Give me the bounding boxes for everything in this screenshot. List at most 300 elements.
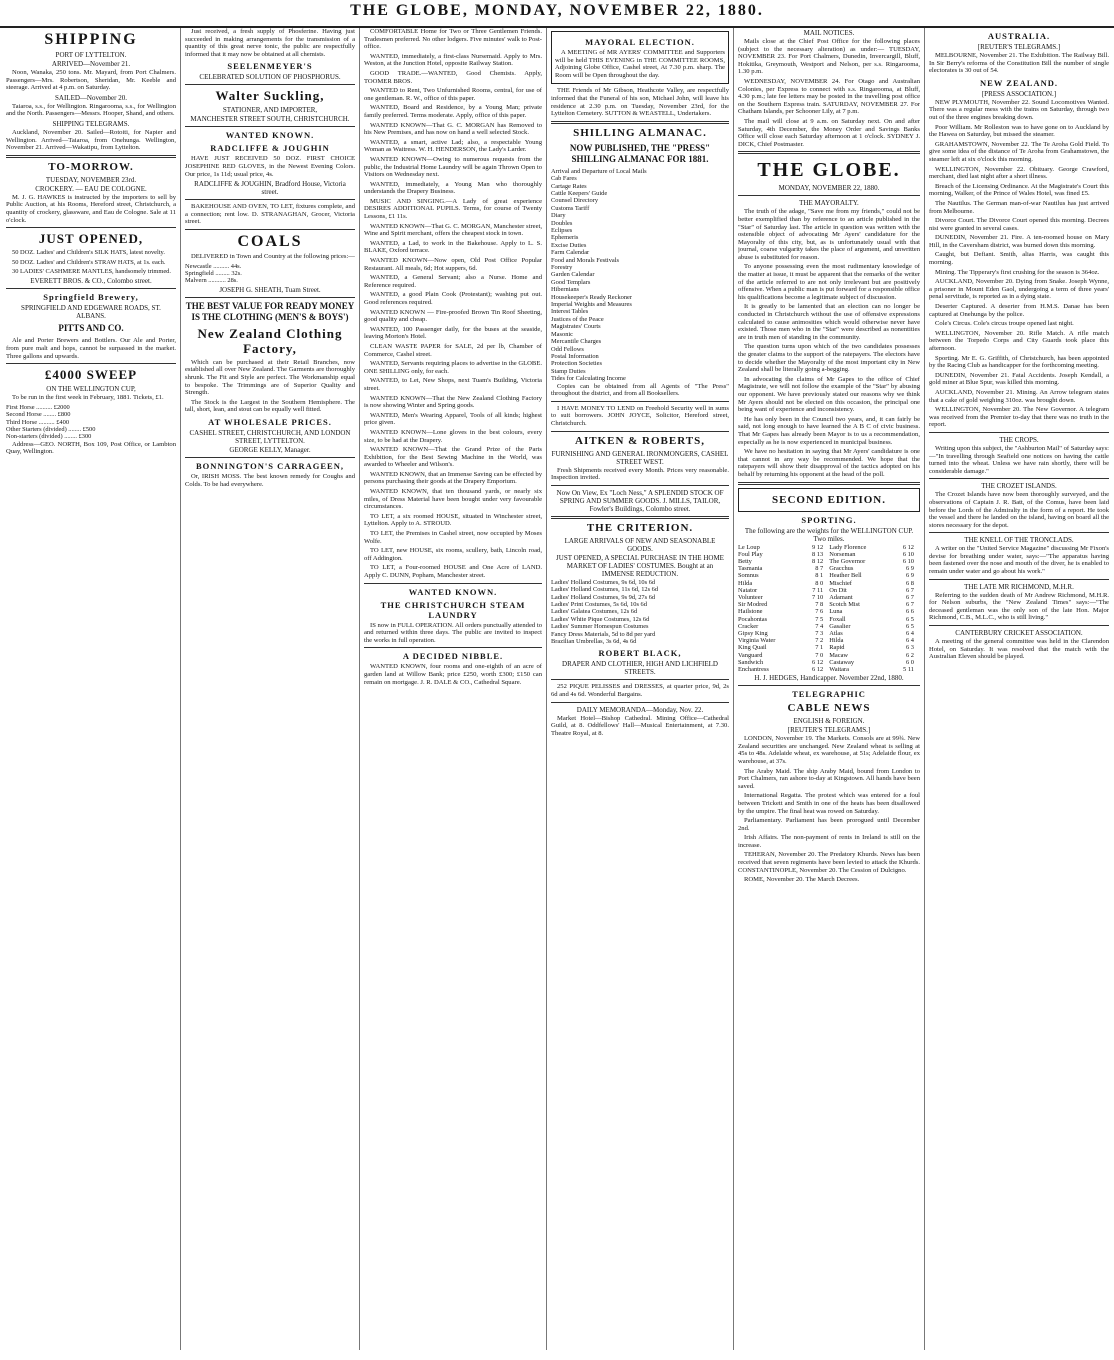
divider xyxy=(185,199,355,200)
knell-heading: THE KNELL OF THE TRONCLADS. xyxy=(964,536,1074,545)
pitts-text: Ale and Porter Brewers and Bottlers. Our Ale and Porter, from pure malt and hops, cannot be surpassed in the market. Three gallons and upwards. xyxy=(6,337,176,360)
horse-weight: 6 5 xyxy=(906,622,914,630)
horse-name: Rapid xyxy=(829,644,845,652)
laundry-text: IS now in FULL OPERATION. All orders punctually attended to and returned within three days. The public are invited to inspect the works in full operation. xyxy=(364,621,542,644)
divider xyxy=(185,84,355,85)
wanted-item: WANTED KNOWN—That G. C. MORGAN has Removed to his New Premises, and has now on hand a well selected Stock. xyxy=(364,121,542,137)
globe-date: MONDAY, NOVEMBER 22, 1880. xyxy=(778,184,880,193)
horse-weight: 6 12 xyxy=(902,543,914,551)
cable-item: Parliamentary. Parliament has been prorogued until December 2nd. xyxy=(738,817,920,832)
nibble-text: WANTED KNOWN, four rooms and one-eighth of an acre of garden land at Willow Bank; price £250, worth £300; £150 can remain on mortgage. J. R. DALE & CO., Cathedral Square. xyxy=(364,663,542,686)
almanac-item: Excise Duties xyxy=(551,241,587,249)
wanted-item: WANTED to Rent, Two Unfurnished Rooms, central, for use of one gentleman. R. W., office of this paper. xyxy=(364,87,542,102)
horse-weight: 8 7 xyxy=(815,565,824,573)
divider xyxy=(6,288,176,289)
horse-name: Castaway xyxy=(829,658,855,666)
nz-item: WELLINGTON, November 22. Obituary. George Crawford, merchant, died last night after a short illness. xyxy=(929,165,1109,181)
suckling-sub: STATIONER, AND IMPORTER, xyxy=(222,106,318,115)
wanted-item: WANTED KNOWN—That the Grand Prize of the Paris Exhibition, for the Best Sewing Machine in the World, was awarded to Wheeler and Wilson's. xyxy=(364,446,542,469)
nz-heading: NEW ZEALAND. xyxy=(980,77,1058,88)
horse-name: Volunteer xyxy=(738,593,763,601)
memoranda-text: Market Hotel—Bishop Cathedral. Mining Office—Cathedral Guild, at 8. Oddfellows' Hall—Musical Entertainment, at 7.30. Theatre Royal, at 8. xyxy=(551,714,729,737)
horse-name: Atlas xyxy=(829,629,843,637)
editorial-paragraph: The question turns upon which of the two candidates possesses the greater claims to the support of the ratepayers. The electors have to decide whether the Mayoralty of the most important city in New Zealand shall be literally going a-begging. xyxy=(738,343,920,374)
horse-weight: 6 6 xyxy=(906,608,914,616)
horse-name: Somnus xyxy=(738,572,759,580)
tomorrow-heading: TO-MORROW. xyxy=(48,160,134,173)
second-edition-box xyxy=(738,488,920,512)
weights-signed: H. J. HEDGES, Handicapper. November 22nd, 1880. xyxy=(754,674,904,683)
divider xyxy=(551,702,729,703)
weights-row xyxy=(738,637,920,644)
savings-text: The mail will close at 9 a.m. on Saturday next. On and after Saturday, 4th December, the Money Order and Savings Banks Office will close each Saturday afternoon at 1 o'clock. SYDNEY J. DICK, Chief Postmaster. xyxy=(738,117,920,148)
horse-weight: 6 5 xyxy=(906,615,914,623)
nz-source: [PRESS ASSOCIATION.] xyxy=(981,89,1057,98)
horse-weight: 6 3 xyxy=(906,644,914,652)
nz-item: AUCKLAND, November 20. Dying from Snake. Joseph Wynne, a prisoner in Mount Eden Gaol, undergoing a term of three years' penal servitude, is reported as in a dying state. xyxy=(929,278,1109,301)
almanac-item: Interest Tables xyxy=(551,308,589,316)
weights-row xyxy=(738,587,920,594)
horse-name: Hilda xyxy=(738,579,753,587)
horse-name: Le Loup xyxy=(738,543,760,551)
coals-price: Springfield ......... 32s. xyxy=(185,269,242,277)
wanted-item: WANTED KNOWN—That the New Zealand Clothing Factory is now showing Winter and Spring goods. xyxy=(364,394,542,410)
almanac-item: Hibernians xyxy=(551,286,580,294)
column-rule xyxy=(180,28,181,1350)
wanted-item: WANTED, to Let, New Shops, next Tuam's Building, Victoria street. xyxy=(364,377,542,392)
almanac-item: Imperial Weights and Measures xyxy=(551,301,632,309)
masthead-title: THE GLOBE, MONDAY, NOVEMBER 22, 1880. xyxy=(350,2,764,19)
divider xyxy=(738,685,920,686)
almanac-heading: SHILLING ALMANAC. xyxy=(573,126,707,139)
phosphorus-text: Just received, a fresh supply of Phosferine. Having just succeeded in making arrangements for the transmission of a quantity of this great nerve tonic, the public are respectfully informed that it may now be obtained at all chemists. xyxy=(185,28,355,58)
weights-row xyxy=(738,659,920,666)
criterion-item: Ladies' Galatea Costumes, 12s 6d xyxy=(551,608,638,616)
wanted-item: WANTED, a smart, active Lad; also, a respectable Young Woman as Waitress. W. H. HENDERSON, the Lady's Larder. xyxy=(364,138,542,154)
criterion-item: Fancy Dress Materials, 5d to 8d per yard xyxy=(551,630,656,638)
horse-name: The Governor xyxy=(829,557,866,565)
wanted-item: WANTED, Servants requiring places to advertise in the GLOBE. ONE SHILLING only, for each. xyxy=(364,360,542,375)
horse-weight: 6 0 xyxy=(906,658,914,666)
wanted-item: GOOD TRADE.—WANTED, Good Chemists. Apply, TOOMER BROS. xyxy=(364,69,542,85)
weights-row xyxy=(738,572,920,579)
horse-name: Gipsy King xyxy=(738,629,768,637)
sweep-sub: ON THE WELLINGTON CUP, xyxy=(46,385,136,394)
divider xyxy=(738,195,920,196)
editorial-paragraph: It is greatly to be lamented that an election can no longer be conducted in Christchurch without the use of offensive expressions calculated to cause animosities which would otherwise never have existed. Those men who in the "Star" were described as nonentities are in truth men of standing in the community. xyxy=(738,303,920,341)
horse-weight: 6 8 xyxy=(906,579,914,587)
cable-news-heading: CABLE NEWS xyxy=(787,702,871,715)
robert-black-sub: DRAPER AND CLOTHIER, HIGH AND LICHFIELD STREETS. xyxy=(562,660,718,677)
mayoral-text: A MEETING of MR AYERS' COMMITTEE and Supporters will be held THIS EVENING in THE COMMITTEE ROOMS, Adjoining Globe Office, Cashel street, At 7.30 p.m. sharp. The Room will be Open throughout the day. xyxy=(555,49,725,79)
divider xyxy=(929,478,1109,479)
opened-item: 50 DOZ. Ladies' and Children's SILK HATS, latest novelty. xyxy=(12,249,165,257)
radcliffe-text: HAVE JUST RECEIVED 50 DOZ. FIRST CHOICE JOSEPHINE RED GLOVES, in the Newest Evening Colors. Our price, 1s 11d; usual price, 4s. xyxy=(185,155,355,178)
wanted-item: WANTED, Men's Wearing Apparel, Tools of all kinds; highest price given. xyxy=(364,411,542,427)
wanted-item: CLEAN WASTE PAPER for SALE, 2d per lb, Chamber of Commerce, Cashel street. xyxy=(364,342,542,358)
nz-item: WELLINGTON, November 20. The New Governor. A telegram was received from the Premier to-day that there was no truth in the report. xyxy=(929,406,1109,429)
mail-text: Mails close at the Chief Post Office for the following places (subject to the necessary alteration) as under:— TUESDAY, NOVEMBER 23. For Port Chalmers, Dunedin, Invercargill, Bluff, Hokitika, Greymouth, Westport and Nelson, per s.s. Ringarooma, 1.30 p.m. xyxy=(738,38,920,76)
divider xyxy=(6,155,176,158)
divider xyxy=(929,532,1109,533)
phosphorus-sub: CELEBRATED SOLUTION OF PHOSPHORUS. xyxy=(199,73,341,82)
horse-weight: 9 12 xyxy=(812,543,824,551)
horse-name: Foul Play xyxy=(738,550,763,558)
opened-firm: EVERETT BROS. & CO., Colombo street. xyxy=(30,277,152,286)
sweep-text: To be run in the first week in February, 1881. Tickets, £1. xyxy=(12,394,164,402)
masthead xyxy=(0,0,1114,28)
divider xyxy=(929,432,1109,433)
sweep-prize: First Horse .......... £2000 xyxy=(6,403,70,411)
opened-item: 50 DOZ. Ladies' and Children's STRAW HATS, at 1s. each. xyxy=(12,258,166,266)
horse-weight: 6 10 xyxy=(902,550,914,558)
just-opened-heading: JUST OPENED, xyxy=(38,231,144,247)
almanac-item: Diary xyxy=(551,212,566,220)
almanac-item: Doubles xyxy=(551,219,573,227)
australia-source: [REUTER'S TELEGRAMS.] xyxy=(977,43,1061,51)
weights-row xyxy=(738,551,920,558)
horse-name: Waitara xyxy=(829,665,849,673)
column-rule xyxy=(733,28,734,1350)
horse-weight: 7 4 xyxy=(815,622,824,630)
almanac-item: Ephemeris xyxy=(551,234,579,242)
column-4 xyxy=(551,28,729,1350)
cable-item: LONDON, November 19. The Markets. Consols are at 99¾. New Zealand securities are unchanged. New Zealand wheat is selling at 45s to 48s. Adelaide wheat, ex warehouse, at 51s; Adelaide flour, ex warehouse, at 37s. xyxy=(738,735,920,765)
weights-row xyxy=(738,644,920,651)
bonnington-heading: BONNINGTON'S CARRAGEEN, xyxy=(195,460,344,471)
horse-name: Luna xyxy=(829,608,843,616)
weights-row xyxy=(738,666,920,673)
divider xyxy=(185,229,355,230)
horse-weight: 6 7 xyxy=(906,601,914,609)
almanac-item: Protection Societies xyxy=(551,360,602,368)
horse-name: Lady Florence xyxy=(829,543,867,551)
horse-name: Scotch Mist xyxy=(829,601,860,609)
aitken-sub: FURNISHING AND GENERAL IRONMONGERS, CASHEL STREET WEST. xyxy=(551,449,729,466)
almanac-item: Postal Information xyxy=(551,352,599,360)
horse-name: Betty xyxy=(738,557,752,565)
weights-row xyxy=(738,565,920,572)
wanted-item: MUSIC AND SINGING.—A Lady of great experience DESIRES ADDITIONAL PUPILS. Terms, for course of Twenty Lessons, £1 11s. xyxy=(364,197,542,221)
editorial-paragraph: He has only been in the Council two years, and, it can fairly be said, not long enough to have learned the A B C of civic business. That Mr Gapes has already been Mayor is to us a recommendation, especially as he is now experienced in municipal business. xyxy=(738,415,920,446)
almanac-item: Housekeeper's Ready Reckoner xyxy=(551,293,633,301)
divider xyxy=(929,625,1109,626)
clothing-manager: GEORGE KELLY, Manager. xyxy=(229,445,311,454)
sweep-prize: Third Horse .......... £400 xyxy=(6,418,70,426)
weights-table xyxy=(738,544,920,674)
criterion-sub: LARGE ARRIVALS OF NEW AND SEASONABLE GOODS. xyxy=(564,536,716,553)
horse-weight: 6 4 xyxy=(906,629,914,637)
suckling-address: MANCHESTER STREET SOUTH, CHRISTCHURCH. xyxy=(190,115,350,124)
cable-item: TEHERAN, November 20. The Predatory Khurds. News has been received that seven regiments have been levied to attack the Khurds. CONSTANTINOPLE, November 20. The Cession of Dulcigno. xyxy=(738,851,920,874)
horse-name: Vanguard xyxy=(738,651,763,659)
arrived-heading: ARRIVED—November 21. xyxy=(51,60,131,68)
horse-name: Gasalier xyxy=(829,622,851,630)
horse-weight: 8 13 xyxy=(812,550,824,558)
brewery-sub: SPRINGFIELD AND EDGEWARE ROADS, ST. ALBANS. xyxy=(21,304,161,321)
canterbury-heading: CANTERBURY CRICKET ASSOCIATION. xyxy=(955,629,1083,638)
horse-name: Hilda xyxy=(829,637,844,645)
cable-sub: ENGLISH & FOREIGN. xyxy=(793,717,865,726)
mayoral-election-ad xyxy=(551,31,729,84)
almanac-item: Mercantile Charges xyxy=(551,338,602,346)
opened-item: 30 LADIES' CASHMERE MANTLES, handsomely trimmed. xyxy=(12,267,171,275)
criterion-heading: THE CRITERION. xyxy=(586,521,694,534)
divider xyxy=(185,297,355,298)
wanted-item: WANTED KNOWN—Now open, Old Post Office Popular Restaurant. All meals, 6d; Hot suppers, 6d. xyxy=(364,257,542,272)
wanted-list xyxy=(364,28,542,580)
sweep-prize: Second Horse ........ £800 xyxy=(6,411,71,419)
robert-black-heading: ROBERT BLACK, xyxy=(598,648,682,659)
sweep-prize: Other Starters (divided) ........ £500 xyxy=(6,425,96,433)
horse-name: Tasmania xyxy=(738,565,763,573)
column-1 xyxy=(6,28,176,1350)
telegraphic-heading: TELEGRAPHIC xyxy=(792,689,866,700)
shipping-telegrams-text: Auckland, November 20. Sailed—Rotoiti, for Napier and Wellington. Arrived—Taiaroa, from Onehunga. Wellington, November 21. Arrived—Wakatipu, from Lyttelton. xyxy=(6,128,176,152)
almanac-item: Masonic xyxy=(551,330,574,338)
sporting-sub: The following are the weights for the WELLINGTON CUP. Two miles. xyxy=(744,526,914,543)
wanted-item: WANTED KNOWN, that ten thousand yards, or nearly six miles, of Dress Material have been bought under very favourable circumstances. xyxy=(364,488,542,511)
phosphorus-heading: SEELENMEYER'S xyxy=(227,61,313,72)
mail-heading: MAIL NOTICES. xyxy=(803,29,855,37)
horse-weight: 6 12 xyxy=(812,658,824,666)
shipping-telegrams-heading: SHIPPING TELEGRAMS. xyxy=(52,119,130,128)
sailed-heading: SAILED—November 20. xyxy=(55,93,127,102)
wanted-item: TO LET, a six roomed HOUSE, situated in Winchester street, Lyttelton. Apply to A. STROUD. xyxy=(364,512,542,528)
weights-row xyxy=(738,594,920,601)
weights-row xyxy=(738,630,920,637)
australia-heading: AUSTRALIA. xyxy=(987,31,1051,41)
wanted-item: WANTED, a Lad, to work in the Bakehouse. Apply to L. S. BLAKE, Oxford terrace. xyxy=(364,239,542,255)
horse-name: Virginia Water xyxy=(738,637,776,645)
horse-name: Norseman xyxy=(829,550,856,558)
wanted-item: WANTED KNOWN, that an Immense Saving can be effected by persons purchasing their goods at the Drapery Emporium. xyxy=(364,470,542,486)
nz-item: Divorce Court. The Divorce Court opened this morning. Decrees nisi were granted in several cases. xyxy=(929,217,1109,232)
horse-name: Gracchus xyxy=(829,565,854,573)
wanted-item: TO LET, a Four-roomed HOUSE and One Acre of LAND. Apply C. DUNN, Popham, Manchester street. xyxy=(364,564,542,579)
nz-item: Cole's Circus. Cole's circus troupe opened last night. xyxy=(935,320,1074,328)
editorial-paragraph: To anyone possessing even the most rudimentary knowledge of the matter at issue, it must be apparent that the remarks of the writer of the article referred to are not only irrelevant but are positively offensive. When a public man is put forward for a responsible office his qualifications become a legitimate subject of discussion. xyxy=(738,263,920,301)
horse-name: Enchantress xyxy=(738,665,769,673)
tomorrow-date: TUESDAY, NOVEMBER 23rd. xyxy=(45,175,137,184)
wanted-item: WANTED, Board and Residence, by a Young Man; private family preferred. Terms moderate. Apply, office of this paper. xyxy=(364,104,542,119)
divider xyxy=(364,647,542,648)
wanted-item: WANTED, a good Plain Cook (Protestant); washing put out. Good references required. xyxy=(364,291,542,306)
weights-row xyxy=(738,608,920,615)
editorial-heading: THE MAYORALTY. xyxy=(799,199,859,208)
horse-weight: 7 3 xyxy=(815,629,824,637)
canterbury-text: A meeting of the general committee was held in the Clarendon Hotel, on Saturday. It was resolved that the match with the Australian Eleven should be played. xyxy=(929,638,1109,661)
column-2 xyxy=(185,28,355,1350)
australia-text: MELBOURNE, November 21. The Exhibition. The Railway Bill. In Sir Berry's reforms of the Constitution Bill the number of single electorates is 30 out of 54. xyxy=(929,52,1109,75)
almanac-item: Magistrates' Courts xyxy=(551,323,601,331)
coals-price: Newcastle .......... 44s. xyxy=(185,262,242,270)
horse-name: Heather Bell xyxy=(829,572,862,580)
almanac-item: Forestry xyxy=(551,264,573,272)
almanac-item: Food and Morals Festivals xyxy=(551,256,619,264)
nz-item: Deserter Captured. A deserter from H.M.S. Danae has been captured at Onehunga by the police. xyxy=(929,303,1109,318)
horse-name: Macaw xyxy=(829,651,849,659)
wanted-known-heading: WANTED KNOWN. xyxy=(225,130,315,141)
horse-weight: 7 5 xyxy=(815,615,824,623)
criterion-list xyxy=(551,579,729,646)
arrived-text: Noon, Wanaka, 250 tons. Mr. Mayard, from Port Chalmers. Passengers—Mrs. Robertson, Sheridan, Mr. Keeble and steerage. Arrived at 4 p.m. on Saturday. xyxy=(6,69,176,92)
column-rule xyxy=(359,28,360,1350)
horse-weight: 7 8 xyxy=(815,601,824,609)
column-6 xyxy=(929,28,1109,1350)
suckling-heading: Walter Suckling, xyxy=(215,88,325,104)
horse-name: Mischief xyxy=(829,579,852,587)
shipping-heading: SHIPPING xyxy=(44,31,138,48)
horse-weight: 6 2 xyxy=(906,651,914,659)
second-edition-heading: SECOND EDITION. xyxy=(771,493,887,506)
sweep-heading: £4000 SWEEP xyxy=(44,367,138,383)
criterion-item: Ladies' White Pique Costumes, 12s 6d xyxy=(551,615,650,623)
cable-source: [REUTER'S TELEGRAMS.] xyxy=(787,726,871,735)
column-3 xyxy=(364,28,542,1350)
richmond-text: Referring to the sudden death of Mr Andrew Richmond, M.H.R. for Nelson suburbs, the "New Zealand Times" says:—"The deceased gentleman was the only son of the late Hon. Major Richmond, C.B., M.L.C., who is still living." xyxy=(929,591,1109,622)
sweep-prize: Non-starters (divided) ........ £300 xyxy=(6,433,92,441)
almanac-item: Farm Calendar xyxy=(551,249,590,257)
horse-name: Natator xyxy=(738,586,758,594)
money-to-lend: I HAVE MONEY TO LEND on Freehold Security well in sums to suit borrowers. JOHN JOYCE, Solicitor, Hereford street, Christchurch. xyxy=(551,404,729,427)
almanac-item: Garden Calendar xyxy=(551,271,595,279)
radcliffe-firm: RADCLIFFE & JOUGHIN, Bradford House, Victoria street. xyxy=(194,180,346,197)
nz-item: WELLINGTON, November 20. Rifle Match. A rifle match between the Torpedo Corps and City Guards took place this afternoon. xyxy=(929,329,1109,352)
divider xyxy=(551,485,729,486)
weights-row xyxy=(738,623,920,630)
laundry-heading: THE CHRISTCHURCH STEAM LAUNDRY xyxy=(380,599,526,620)
coals-firm: JOSEPH G. SHEATH, Tuam Street. xyxy=(219,285,321,294)
crozet-text: The Crozet Islands have now been thoroughly surveyed, and the observations of Captain J. R. Batt, of the Comus, have been laid before the Lords of the Admiralty in the form of a report. He took the vessel and there he landed on the island, having on board all the stores necessary for the depot. xyxy=(929,491,1109,529)
aitken-heading: AITKEN & ROBERTS, xyxy=(575,434,705,447)
aitken-text: Fresh Shipments received every Month. Prices very reasonable. Inspection invited. xyxy=(551,466,729,482)
divider xyxy=(551,516,729,519)
divider xyxy=(364,583,542,584)
wanted-item: WANTED KNOWN—Lone gloves in the best colours, every size, to be had at the Drapery. xyxy=(364,428,542,444)
port-heading: PORT OF LYTTELTON. xyxy=(55,51,127,59)
tomorrow-text: M. J. G. HAWKES is instructed by the importers to sell by Public Auction, at his Rooms, Hereford street, Christchurch, a quantity of crockery, glassware, and Eau de Cologne. Sale at 11 o'clock. xyxy=(6,193,176,224)
divider xyxy=(929,579,1109,580)
nz-item: The Nautilus. The German man-of-war Nautilus has just arrived from Melbourne. xyxy=(929,199,1109,215)
nz-item: DUNEDIN, November 21. Fire. A ten-roomed house on Mary Hill, in the Caversham district, was burned down this morning. xyxy=(929,234,1109,249)
pitts-heading: PITTS AND CO. xyxy=(58,323,124,334)
divider xyxy=(6,227,176,228)
nz-item: GRAHAMSTOWN, November 22. The Te Aroha Gold Field. To give some idea of the distance of Te Aroha from Grahamstown, the steamer left at six o'clock this morning. xyxy=(929,140,1109,163)
criterion-text: JUST OPENED, A SPECIAL PURCHASE IN THE HOME MARKET OF LADIES' COSTUMES. Bought at an IMMENSE REDUCTION. xyxy=(556,553,724,578)
criterion-item: Ladies' Holland Costumes, 9s 6d, 10s 6d xyxy=(551,578,656,586)
divider xyxy=(551,679,729,680)
almanac-sub: NOW PUBLISHED, THE "PRESS" SHILLING ALMANAC FOR 1881. xyxy=(569,142,711,164)
divider xyxy=(551,121,729,124)
weights-row xyxy=(738,616,920,623)
mills-text: Now On View, Ex "Loch Ness," A SPLENDID STOCK OF SPRING AND SUMMER GOODS. J. MILLS, TAILOR, Fowler's Buildings, Colombo street. xyxy=(556,488,724,513)
horse-weight: 5 11 xyxy=(903,665,914,673)
almanac-copies: Copies can be obtained from all Agents of "The Press" throughout the district, and from all Booksellers. xyxy=(551,382,729,398)
bakehouse-text: BAKEHOUSE AND OVEN, TO LET, fixtures complete, and a connection; rent low. D. STRANAGHAN, Grocer, Victoria street. xyxy=(185,203,355,226)
cable-item: International Regatta. The protest which was entered for a foul between Trickett and Smith in one of the heats has been disallowed by the umpire. The final heat was rowed on Saturday. xyxy=(738,792,920,815)
divider xyxy=(738,151,920,154)
nz-item: Sporting. Mr E. G. Griffith, of Christchurch, has been appointed by the Racing Club as handicapper for the forthcoming meeting. xyxy=(929,354,1109,370)
horse-name: Sir Modred xyxy=(738,601,768,609)
horse-weight: 6 7 xyxy=(906,593,914,601)
almanac-item: Stamp Duties xyxy=(551,367,586,375)
richmond-heading: THE LATE MR RICHMOND, M.H.R. xyxy=(964,582,1074,591)
nibble-heading: A DECIDED NIBBLE. xyxy=(402,651,504,662)
mayoral-heading: MAYORAL ELECTION. xyxy=(585,37,695,47)
sweep-address: Address—GEO. NORTH, Box 109, Post Office, or Lambton Quay, Wellington. xyxy=(6,440,176,456)
globe-title: THE GLOBE. xyxy=(757,159,901,182)
crops-text: Writing upon this subject, the "Ashburton Mail" of Saturday says:—"In travelling through Seafield one notices on having the cattle turned into the wheat. Unless we have rain shortly, there will be considerable damage." xyxy=(929,444,1109,475)
horse-weight: 6 7 xyxy=(906,586,914,594)
cable-item: ROME, November 20. The March Decrees. xyxy=(744,876,860,884)
horse-weight: 6 9 xyxy=(906,565,914,573)
editorial-paragraph: In advocating the claims of Mr Gapes to the office of Chief Magistrate, we will not follow the example of the "Star" by abusing our opponent. We have previously stated our reasons why we think Mr Ayers should not be elected on this occasion, the principal one being want of experience and inconsistency. xyxy=(738,375,920,414)
horse-name: On Dit xyxy=(829,586,847,594)
nz-item: Caught, but Defiant. Smith, alias Harris, was caught this morning. xyxy=(929,251,1109,267)
divider xyxy=(738,482,920,485)
column-5 xyxy=(738,28,920,1350)
divider xyxy=(551,431,729,432)
almanac-item: Odd Fellows xyxy=(551,345,584,353)
wanted-known-heading: WANTED KNOWN. xyxy=(408,586,498,597)
brewery-heading: Springfield Brewery, xyxy=(43,292,139,303)
wholesale-heading: AT WHOLESALE PRICES. xyxy=(208,416,332,427)
best-value-heading: THE BEST VALUE FOR READY MONEY IS THE CLOTHING (MEN'S & BOYS') xyxy=(185,300,355,322)
horse-name: King Quail xyxy=(738,644,767,652)
wanted-item: WANTED, immediately, a first-class Nursemaid. Apply to Mrs. Weston, at the Junction Hotel, opposite Railway Station. xyxy=(364,52,542,68)
coals-price: Malvern ........... 28s. xyxy=(185,277,238,285)
weights-row xyxy=(738,601,920,608)
column-rule xyxy=(924,28,925,1350)
funeral-text: THE Friends of Mr Gibson, Heathcote Valley, are respectfully informed that the Funeral of his son, Michael John, will leave his residence at 2.30 p.m. on Tuesday, November 23rd, for the Lyttelton Cemetery. SUTTON & WEASTELL, Undertakers. xyxy=(551,87,729,118)
editorial-paragraph: The truth of the adage, "Save me from my friends," could not be better exemplified than by reference to an article published in the "Star" of Saturday last. The article in question was written with the ostensible object of advocating Mr Ayers' candidature for the Mayoralty of this city, but, as is unfortunately usual with that journal, coarse vulgarity takes the place of argument, and unwritten abuse is substituted for reason. xyxy=(738,208,920,261)
horse-weight: 6 9 xyxy=(906,572,914,580)
pique-text: 252 PIQUE PELISSES and DRESSES, at quarter price, 9d, 2s 6d and 4s 6d. Wonderful Bargains. xyxy=(551,683,729,698)
coals-heading: COALS xyxy=(237,232,303,250)
memoranda-heading: DAILY MEMORANDA—Monday, Nov. 22. xyxy=(576,705,704,714)
wanted-item: WANTED KNOWN—That G. C. MORGAN, Manchester street, Wine and Spirit merchant, offers the cheapest stock in town. xyxy=(364,222,542,238)
sailed-text: Taiaroa, s.s., for Wellington. Ringarooma, s.s., for Wellington and the North. Passengers—Messrs. Hooper, Shand, and others. xyxy=(6,102,176,118)
divider xyxy=(185,126,355,127)
editorial-paragraph: We have no hesitation in saying that Mr Ayers' candidature is one that cannot in any way be recommended. We hope that the ratepayers will show their disapproval of the tactics adopted on his behalf by returning his opponent at the head of the poll. xyxy=(738,448,920,478)
horse-name: Foxall xyxy=(829,615,846,623)
sporting-heading: SPORTING. xyxy=(801,514,857,525)
horse-weight: 8 12 xyxy=(812,557,824,565)
almanac-item: Cab Fares xyxy=(551,175,577,183)
wanted-item: WANTED KNOWN—Owing to numerous requests from the public, the Industrial Home Laundry will be again Thrown Open to Visitors on Wednesday next. xyxy=(364,155,542,179)
tomorrow-sub: CROCKERY. — EAU DE COLOGNE. xyxy=(35,184,147,193)
almanac-item: Arrival and Departure of Local Mails xyxy=(551,167,647,175)
horse-weight: 6 12 xyxy=(812,665,824,673)
wanted-item: TO LET, the Premises in Cashel street, now occupied by Moses Wolfe. xyxy=(364,530,542,545)
horse-name: Hailstone xyxy=(738,608,763,616)
crozet-heading: THE CROZET ISLANDS. xyxy=(981,482,1057,491)
horse-weight: 7 2 xyxy=(815,637,824,645)
wanted-item: WANTED, immediately, a Young Man who thoroughly understands the Drapery Business. xyxy=(364,180,542,196)
radcliffe-heading: RADCLIFFE & JOUGHIN xyxy=(210,143,330,154)
weights-row xyxy=(738,558,920,565)
almanac-item: Eclipses xyxy=(551,227,573,234)
divider xyxy=(185,457,355,458)
horse-weight: 8 1 xyxy=(815,572,824,580)
horse-name: Pocahontas xyxy=(738,615,768,623)
horse-weight: 7 10 xyxy=(812,593,824,601)
horse-name: Cracker xyxy=(738,622,759,630)
nz-item: Poor William. Mr Rolleston was to have gone on to Auckland by the Hawea on Saturday, but missed the steamer. xyxy=(929,123,1109,139)
criterion-item: Brazilian Umbrellas, 3s 6d, 4s 6d xyxy=(551,637,637,645)
nz-item: Mining. The Tipperary's first crushing for the season is 364oz. xyxy=(935,268,1100,276)
